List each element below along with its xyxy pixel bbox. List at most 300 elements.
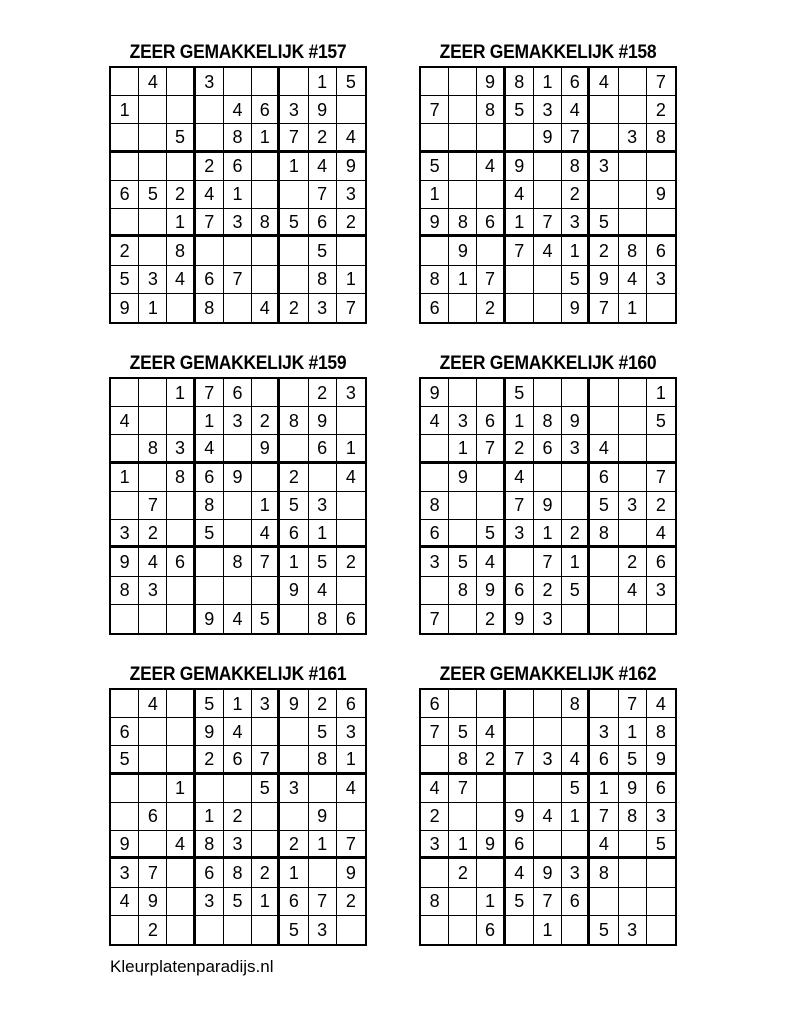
sudoku-cell: 9 xyxy=(421,379,449,407)
sudoku-cell xyxy=(619,520,647,548)
sudoku-cell xyxy=(196,775,224,803)
sudoku-cell: 8 xyxy=(224,548,252,576)
sudoku-cell: 5 xyxy=(337,68,365,96)
sudoku-cell xyxy=(477,237,505,265)
sudoku-cell: 6 xyxy=(477,916,505,944)
sudoku-cell xyxy=(590,548,618,576)
sudoku-cell xyxy=(139,746,167,774)
sudoku-cell: 6 xyxy=(224,153,252,181)
sudoku-cell: 9 xyxy=(562,407,590,435)
sudoku-cell: 1 xyxy=(309,68,337,96)
sudoku-cell xyxy=(619,831,647,859)
sudoku-cell: 1 xyxy=(252,888,280,916)
sudoku-cell: 4 xyxy=(421,775,449,803)
sudoku-cell: 2 xyxy=(421,803,449,831)
sudoku-cell: 8 xyxy=(534,407,562,435)
sudoku-cell: 4 xyxy=(139,690,167,718)
sudoku-cell xyxy=(647,916,675,944)
sudoku-cell xyxy=(590,379,618,407)
sudoku-cell: 7 xyxy=(506,746,534,774)
sudoku-cell xyxy=(111,153,139,181)
sudoku-cell xyxy=(619,435,647,463)
sudoku-cell: 9 xyxy=(534,492,562,520)
sudoku-grid xyxy=(109,66,367,324)
sudoku-cell: 3 xyxy=(224,831,252,859)
sudoku-cell: 4 xyxy=(562,96,590,124)
sudoku-cell: 9 xyxy=(477,68,505,96)
sudoku-puzzle-159 xyxy=(109,351,367,635)
sudoku-cell xyxy=(562,831,590,859)
sudoku-cell xyxy=(421,464,449,492)
sudoku-cell: 4 xyxy=(167,831,195,859)
sudoku-cell: 4 xyxy=(337,464,365,492)
sudoku-cell: 1 xyxy=(224,181,252,209)
sudoku-cell: 9 xyxy=(506,803,534,831)
sudoku-cell: 6 xyxy=(280,520,308,548)
sudoku-cell: 3 xyxy=(139,266,167,294)
sudoku-cell: 2 xyxy=(280,831,308,859)
sudoku-cell: 8 xyxy=(647,718,675,746)
sudoku-cell xyxy=(309,464,337,492)
sudoku-cell: 1 xyxy=(506,209,534,237)
sudoku-cell xyxy=(224,916,252,944)
sudoku-cell: 2 xyxy=(196,746,224,774)
sudoku-cell xyxy=(111,435,139,463)
sudoku-cell xyxy=(449,520,477,548)
sudoku-cell: 2 xyxy=(280,294,308,322)
sudoku-cell: 3 xyxy=(562,435,590,463)
sudoku-cell xyxy=(506,718,534,746)
sudoku-cell: 4 xyxy=(224,96,252,124)
sudoku-cell xyxy=(506,294,534,322)
sudoku-cell: 4 xyxy=(619,577,647,605)
sudoku-cell xyxy=(111,916,139,944)
sudoku-cell: 6 xyxy=(224,379,252,407)
sudoku-cell: 6 xyxy=(421,690,449,718)
sudoku-cell: 5 xyxy=(280,916,308,944)
sudoku-cell: 3 xyxy=(590,718,618,746)
sudoku-cell: 8 xyxy=(167,237,195,265)
sudoku-cell xyxy=(196,548,224,576)
sudoku-puzzle-160 xyxy=(419,351,677,635)
sudoku-cell: 7 xyxy=(196,379,224,407)
sudoku-cell: 6 xyxy=(647,548,675,576)
sudoku-cell: 6 xyxy=(477,209,505,237)
sudoku-cell xyxy=(619,605,647,633)
sudoku-cell xyxy=(619,407,647,435)
sudoku-cell xyxy=(196,237,224,265)
sudoku-cell xyxy=(337,577,365,605)
sudoku-cell xyxy=(449,916,477,944)
sudoku-cell: 7 xyxy=(139,492,167,520)
sudoku-cell: 4 xyxy=(224,605,252,633)
sudoku-cell xyxy=(449,96,477,124)
sudoku-cell: 4 xyxy=(309,153,337,181)
sudoku-puzzle-157 xyxy=(109,40,367,324)
sudoku-cell xyxy=(167,718,195,746)
sudoku-cell xyxy=(647,605,675,633)
sudoku-cell xyxy=(506,690,534,718)
sudoku-cell: 4 xyxy=(506,181,534,209)
sudoku-cell xyxy=(590,124,618,152)
sudoku-cell: 4 xyxy=(647,690,675,718)
sudoku-cell: 4 xyxy=(477,548,505,576)
sudoku-cell: 3 xyxy=(449,407,477,435)
sudoku-cell: 3 xyxy=(421,831,449,859)
sudoku-cell xyxy=(449,181,477,209)
sudoku-cell: 9 xyxy=(449,464,477,492)
sudoku-cell xyxy=(590,407,618,435)
sudoku-cell xyxy=(477,492,505,520)
sudoku-cell: 3 xyxy=(309,916,337,944)
sudoku-cell xyxy=(280,746,308,774)
sudoku-cell xyxy=(139,775,167,803)
sudoku-cell: 7 xyxy=(421,605,449,633)
sudoku-cell: 2 xyxy=(252,407,280,435)
sudoku-cell: 2 xyxy=(506,435,534,463)
sudoku-cell: 1 xyxy=(337,435,365,463)
sudoku-cell: 9 xyxy=(280,690,308,718)
sudoku-cell xyxy=(534,294,562,322)
sudoku-cell: 8 xyxy=(139,435,167,463)
sudoku-cell xyxy=(337,407,365,435)
sudoku-cell xyxy=(477,464,505,492)
sudoku-cell: 4 xyxy=(534,803,562,831)
sudoku-cell: 8 xyxy=(167,464,195,492)
sudoku-cell: 4 xyxy=(534,237,562,265)
sudoku-cell xyxy=(562,379,590,407)
sudoku-cell: 3 xyxy=(224,407,252,435)
sudoku-puzzle-162 xyxy=(419,662,677,946)
sudoku-cell: 3 xyxy=(309,492,337,520)
sudoku-cell xyxy=(139,605,167,633)
sudoku-cell: 5 xyxy=(111,746,139,774)
sudoku-cell xyxy=(252,68,280,96)
sudoku-cell: 1 xyxy=(309,520,337,548)
sudoku-cell xyxy=(449,690,477,718)
sudoku-cell xyxy=(252,464,280,492)
sudoku-cell xyxy=(449,379,477,407)
sudoku-cell: 8 xyxy=(449,746,477,774)
sudoku-cell: 2 xyxy=(647,96,675,124)
sudoku-cell: 9 xyxy=(309,407,337,435)
sudoku-cell xyxy=(196,916,224,944)
sudoku-cell: 6 xyxy=(252,96,280,124)
sudoku-cell: 4 xyxy=(139,68,167,96)
sudoku-cell xyxy=(590,96,618,124)
sudoku-cell xyxy=(506,548,534,576)
sudoku-puzzle-158 xyxy=(419,40,677,324)
sudoku-cell xyxy=(139,124,167,152)
sudoku-cell xyxy=(167,888,195,916)
sudoku-cell: 5 xyxy=(111,266,139,294)
sudoku-cell: 9 xyxy=(139,888,167,916)
sudoku-cell: 4 xyxy=(196,181,224,209)
sudoku-cell: 5 xyxy=(309,718,337,746)
sudoku-cell: 8 xyxy=(309,605,337,633)
sudoku-cell xyxy=(252,803,280,831)
sudoku-cell: 9 xyxy=(534,124,562,152)
sudoku-cell: 4 xyxy=(619,266,647,294)
sudoku-cell xyxy=(111,68,139,96)
sudoku-cell: 9 xyxy=(477,577,505,605)
sudoku-cell: 6 xyxy=(590,746,618,774)
sudoku-cell xyxy=(196,124,224,152)
sudoku-cell: 2 xyxy=(139,520,167,548)
sudoku-cell: 4 xyxy=(111,888,139,916)
sudoku-cell: 1 xyxy=(534,916,562,944)
sudoku-cell xyxy=(139,379,167,407)
sudoku-cell: 1 xyxy=(647,379,675,407)
sudoku-cell xyxy=(167,859,195,887)
sudoku-cell xyxy=(280,379,308,407)
sudoku-cell: 6 xyxy=(562,68,590,96)
sudoku-cell: 1 xyxy=(534,520,562,548)
sudoku-cell: 2 xyxy=(309,379,337,407)
sudoku-cell: 2 xyxy=(280,464,308,492)
sudoku-cell: 3 xyxy=(196,68,224,96)
sudoku-cell xyxy=(534,831,562,859)
sudoku-cell xyxy=(139,209,167,237)
sudoku-cell xyxy=(421,746,449,774)
sudoku-cell xyxy=(252,153,280,181)
sudoku-cell xyxy=(252,266,280,294)
sudoku-cell: 8 xyxy=(647,124,675,152)
sudoku-cell: 6 xyxy=(224,746,252,774)
sudoku-cell: 6 xyxy=(506,577,534,605)
sudoku-cell xyxy=(337,492,365,520)
sudoku-cell: 5 xyxy=(449,718,477,746)
sudoku-cell xyxy=(477,181,505,209)
sudoku-cell: 7 xyxy=(647,68,675,96)
sudoku-cell xyxy=(167,746,195,774)
sudoku-cell xyxy=(224,237,252,265)
sudoku-cell: 7 xyxy=(619,690,647,718)
sudoku-cell xyxy=(449,803,477,831)
sudoku-cell: 4 xyxy=(647,520,675,548)
sudoku-cell: 6 xyxy=(647,237,675,265)
sudoku-cell: 1 xyxy=(562,237,590,265)
sudoku-cell: 2 xyxy=(224,803,252,831)
sudoku-cell: 2 xyxy=(309,124,337,152)
sudoku-cell: 1 xyxy=(449,831,477,859)
sudoku-cell xyxy=(534,464,562,492)
sudoku-cell: 6 xyxy=(562,888,590,916)
sudoku-cell xyxy=(111,605,139,633)
sudoku-cell: 8 xyxy=(280,407,308,435)
sudoku-cell xyxy=(224,520,252,548)
sudoku-cell: 3 xyxy=(619,492,647,520)
sudoku-cell: 7 xyxy=(590,803,618,831)
sudoku-cell xyxy=(167,577,195,605)
sudoku-cell: 9 xyxy=(196,605,224,633)
sudoku-cell xyxy=(590,577,618,605)
sudoku-cell xyxy=(280,718,308,746)
sudoku-cell: 3 xyxy=(619,916,647,944)
sudoku-cell xyxy=(224,577,252,605)
sudoku-cell xyxy=(167,153,195,181)
sudoku-cell xyxy=(619,209,647,237)
sudoku-cell: 3 xyxy=(562,209,590,237)
sudoku-cell: 3 xyxy=(590,153,618,181)
sudoku-cell: 2 xyxy=(337,888,365,916)
sudoku-cell: 6 xyxy=(337,690,365,718)
sudoku-cell: 1 xyxy=(619,294,647,322)
sudoku-cell: 8 xyxy=(619,803,647,831)
sudoku-cell: 6 xyxy=(506,831,534,859)
sudoku-grid xyxy=(109,688,367,946)
sudoku-grid xyxy=(109,377,367,635)
sudoku-cell: 7 xyxy=(309,181,337,209)
sudoku-cell xyxy=(111,775,139,803)
sudoku-cell: 6 xyxy=(196,859,224,887)
sudoku-cell xyxy=(477,124,505,152)
sudoku-cell xyxy=(224,435,252,463)
sudoku-cell xyxy=(280,181,308,209)
sudoku-cell xyxy=(111,690,139,718)
sudoku-cell: 5 xyxy=(224,888,252,916)
sudoku-cell xyxy=(449,124,477,152)
sudoku-cell xyxy=(252,237,280,265)
sudoku-cell: 5 xyxy=(590,209,618,237)
sudoku-cell xyxy=(337,916,365,944)
sudoku-cell: 9 xyxy=(196,718,224,746)
sudoku-cell: 1 xyxy=(337,746,365,774)
sudoku-cell: 3 xyxy=(421,548,449,576)
sudoku-cell: 5 xyxy=(139,181,167,209)
sudoku-cell: 7 xyxy=(421,96,449,124)
sudoku-cell xyxy=(534,718,562,746)
sudoku-cell: 3 xyxy=(111,859,139,887)
sudoku-cell: 7 xyxy=(562,124,590,152)
sudoku-cell: 1 xyxy=(252,124,280,152)
sudoku-cell: 5 xyxy=(506,888,534,916)
sudoku-cell: 6 xyxy=(309,209,337,237)
sudoku-cell: 1 xyxy=(224,690,252,718)
sudoku-cell xyxy=(449,492,477,520)
sudoku-cell xyxy=(449,605,477,633)
sudoku-cell: 9 xyxy=(590,266,618,294)
sudoku-cell: 5 xyxy=(562,266,590,294)
sudoku-cell: 9 xyxy=(647,746,675,774)
sudoku-cell: 1 xyxy=(309,831,337,859)
sudoku-cell: 2 xyxy=(562,520,590,548)
sudoku-cell: 8 xyxy=(562,153,590,181)
sudoku-cell: 9 xyxy=(421,209,449,237)
puzzle-title: ZEER GEMAKKELIJK #159 xyxy=(129,353,347,374)
sudoku-cell xyxy=(309,859,337,887)
sudoku-cell xyxy=(477,775,505,803)
sudoku-cell xyxy=(337,96,365,124)
sudoku-cell xyxy=(647,209,675,237)
sudoku-cell: 1 xyxy=(449,435,477,463)
sudoku-cell: 1 xyxy=(534,68,562,96)
sudoku-cell: 4 xyxy=(309,577,337,605)
sudoku-cell: 4 xyxy=(139,548,167,576)
sudoku-cell xyxy=(111,803,139,831)
sudoku-grid xyxy=(419,688,677,946)
sudoku-cell: 6 xyxy=(477,407,505,435)
sudoku-cell: 3 xyxy=(196,888,224,916)
sudoku-cell: 1 xyxy=(280,548,308,576)
sudoku-cell: 7 xyxy=(337,831,365,859)
sudoku-cell xyxy=(139,153,167,181)
sudoku-cell: 2 xyxy=(309,690,337,718)
sudoku-cell: 4 xyxy=(196,435,224,463)
sudoku-cell: 8 xyxy=(590,859,618,887)
sudoku-cell: 5 xyxy=(252,605,280,633)
sudoku-cell: 9 xyxy=(562,294,590,322)
sudoku-cell: 2 xyxy=(562,181,590,209)
sudoku-cell: 7 xyxy=(534,888,562,916)
sudoku-cell: 4 xyxy=(506,859,534,887)
sudoku-cell xyxy=(139,96,167,124)
puzzle-title: ZEER GEMAKKELIJK #161 xyxy=(129,664,347,685)
sudoku-cell xyxy=(224,492,252,520)
sudoku-cell xyxy=(196,577,224,605)
sudoku-cell: 1 xyxy=(111,464,139,492)
sudoku-cell: 7 xyxy=(477,435,505,463)
sudoku-cell: 8 xyxy=(590,520,618,548)
sudoku-cell: 6 xyxy=(196,464,224,492)
sudoku-cell: 1 xyxy=(506,407,534,435)
sudoku-cell: 6 xyxy=(421,520,449,548)
sudoku-cell: 6 xyxy=(111,181,139,209)
sudoku-cell xyxy=(477,803,505,831)
sudoku-cell: 8 xyxy=(421,266,449,294)
sudoku-cell: 2 xyxy=(590,237,618,265)
sudoku-cell: 1 xyxy=(196,407,224,435)
sudoku-cell xyxy=(421,124,449,152)
sudoku-cell: 8 xyxy=(196,492,224,520)
sudoku-cell: 2 xyxy=(477,605,505,633)
sudoku-cell xyxy=(647,294,675,322)
sudoku-cell xyxy=(562,492,590,520)
sudoku-cell: 5 xyxy=(647,407,675,435)
sudoku-cell: 2 xyxy=(619,548,647,576)
puzzle-title: ZEER GEMAKKELIJK #162 xyxy=(439,664,657,685)
sudoku-cell: 7 xyxy=(449,775,477,803)
sudoku-cell xyxy=(647,888,675,916)
sudoku-cell: 7 xyxy=(421,718,449,746)
sudoku-cell xyxy=(506,916,534,944)
sudoku-cell: 1 xyxy=(280,859,308,887)
sudoku-cell: 4 xyxy=(477,718,505,746)
sudoku-cell xyxy=(252,831,280,859)
sudoku-cell: 3 xyxy=(111,520,139,548)
sudoku-cell: 9 xyxy=(337,859,365,887)
sudoku-cell: 5 xyxy=(506,379,534,407)
sudoku-cell: 7 xyxy=(477,266,505,294)
sudoku-cell: 8 xyxy=(449,577,477,605)
sudoku-cell: 3 xyxy=(562,859,590,887)
sudoku-cell: 4 xyxy=(506,464,534,492)
sudoku-cell xyxy=(647,435,675,463)
sudoku-cell xyxy=(590,181,618,209)
sudoku-cell xyxy=(139,237,167,265)
sudoku-cell xyxy=(280,68,308,96)
sudoku-cell xyxy=(167,803,195,831)
sudoku-cell xyxy=(421,859,449,887)
sudoku-cell: 9 xyxy=(111,831,139,859)
sudoku-cell: 4 xyxy=(590,831,618,859)
sudoku-cell: 2 xyxy=(252,859,280,887)
sudoku-cell: 6 xyxy=(167,548,195,576)
sudoku-cell xyxy=(224,775,252,803)
sudoku-cell: 1 xyxy=(619,718,647,746)
sudoku-cell: 5 xyxy=(647,831,675,859)
sudoku-cell: 1 xyxy=(590,775,618,803)
